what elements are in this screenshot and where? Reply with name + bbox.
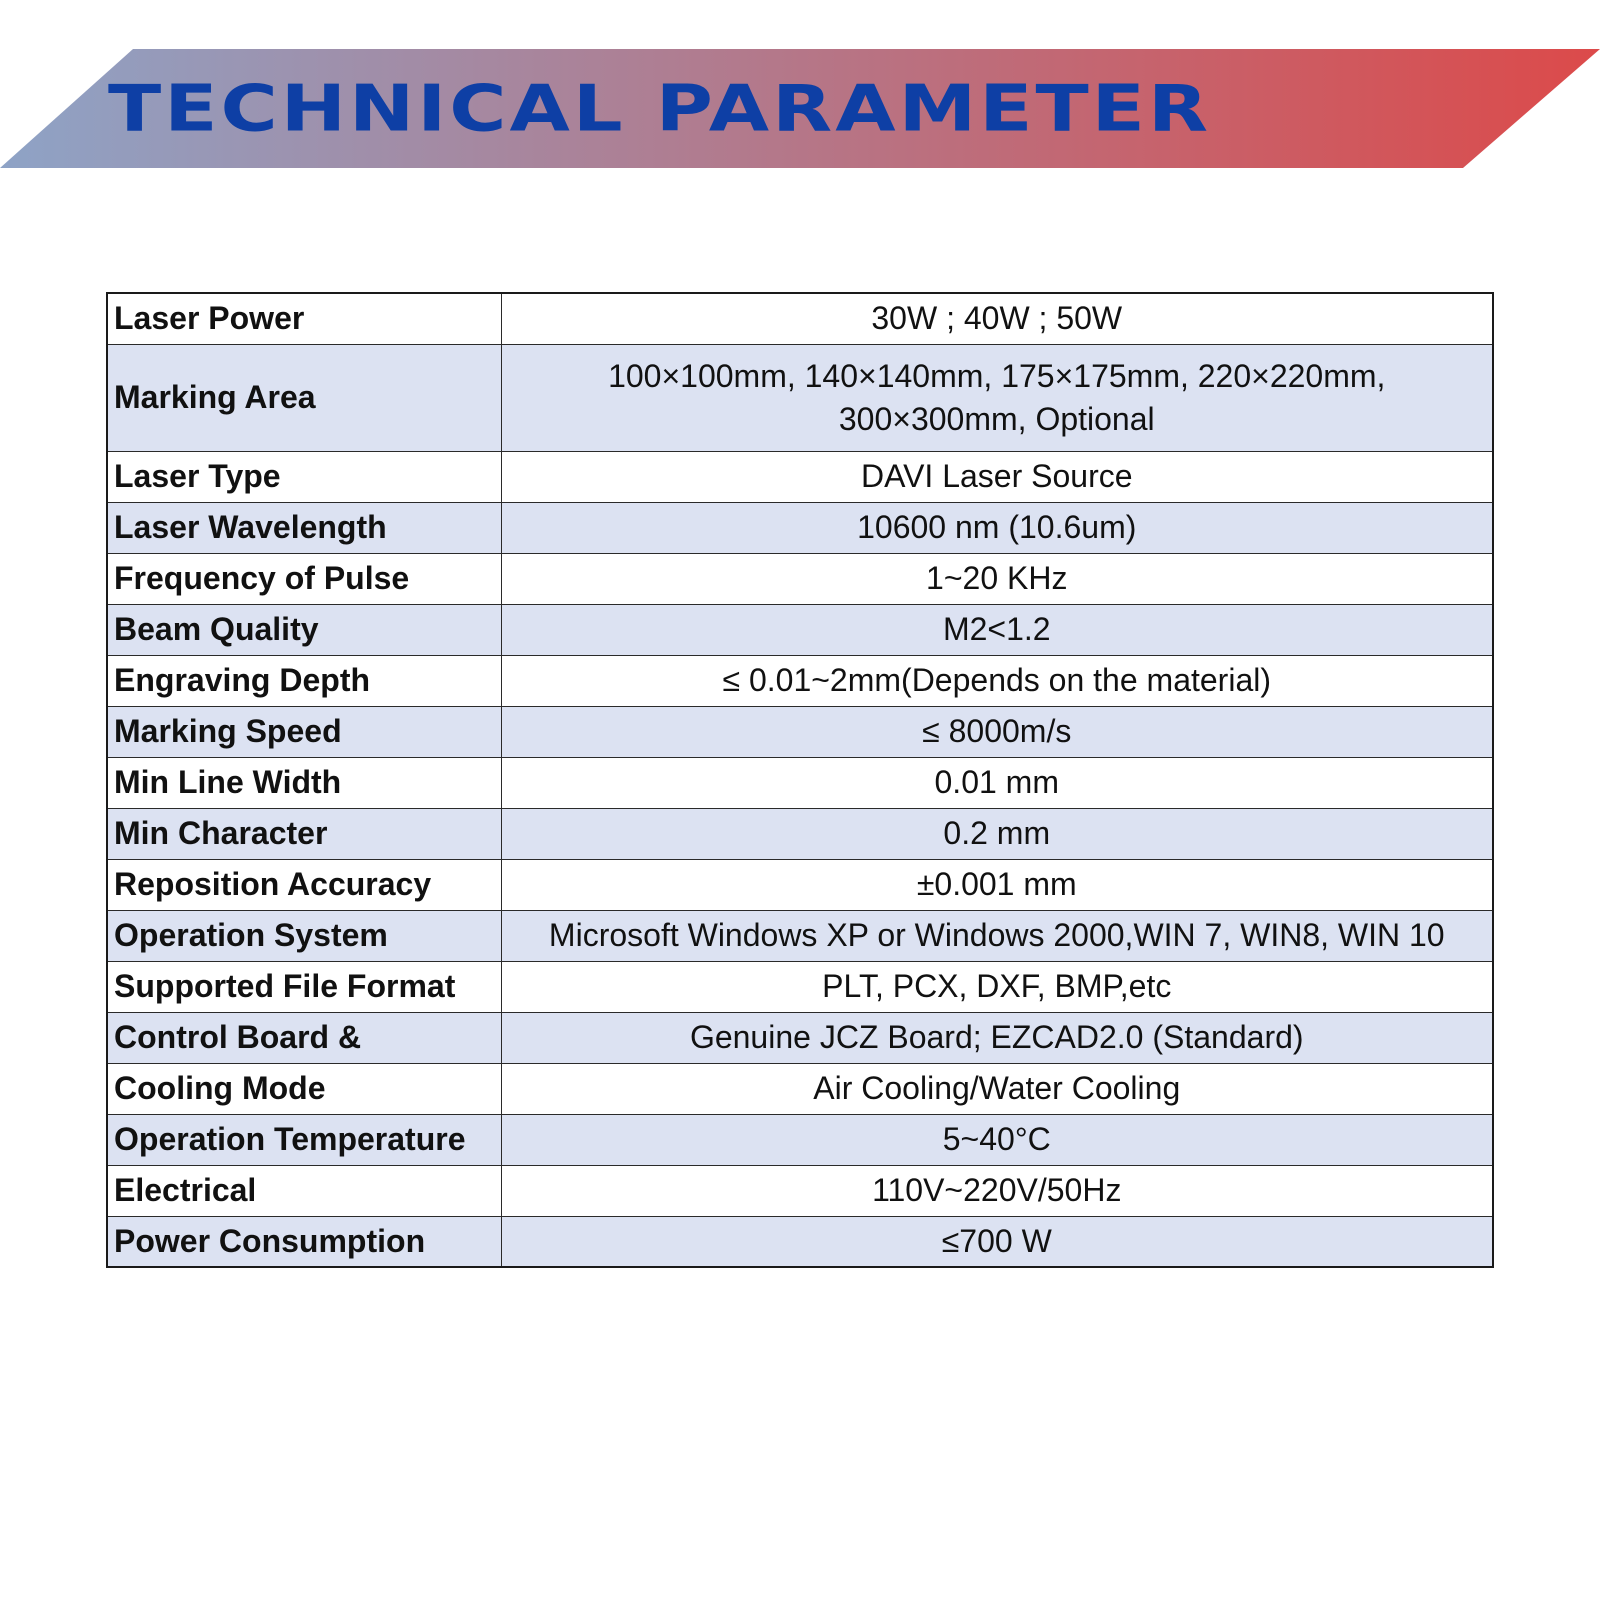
parameter-value [501,859,1493,910]
parameter-value [501,604,1493,655]
parameter-value-line: 1~20 KHz [926,560,1068,596]
parameter-value-line: Genuine JCZ Board; EZCAD2.0 (Standard) [689,1019,1304,1055]
parameter-value [501,1165,1493,1216]
parameter-value-line: 30W ; 40W ; 50W [871,300,1123,337]
parameter-value [501,553,1493,604]
parameter-value [501,1012,1493,1063]
parameter-name: Operation Temperature [107,1114,501,1165]
parameter-value [501,451,1493,502]
parameter-value-line: ≤700 W [941,1222,1052,1259]
table-row [107,859,1493,910]
parameter-value [501,910,1493,961]
parameter-value-line: ±0.001 mm [916,866,1077,902]
spec-table-body [107,293,1493,1267]
parameter-value-line: 10600 nm (10.6um) [857,509,1137,545]
table-row [107,344,1493,451]
parameter-name: Supported File Format [107,961,501,1012]
parameter-value [501,293,1493,344]
parameter-name: Laser Type [107,451,501,502]
table-row [107,910,1493,961]
table-row [107,655,1493,706]
parameter-value [501,706,1493,757]
parameter-name: Engraving Depth [107,655,501,706]
parameter-value-line: 0.01 mm [934,764,1059,800]
parameter-value [501,502,1493,553]
table-row [107,1114,1493,1165]
parameter-name: Control Board & [107,1012,501,1063]
parameter-name: Reposition Accuracy [107,859,501,910]
parameter-value-line: Microsoft Windows XP or Windows 2000,WIN 7, WIN8, WIN 10 [548,917,1445,953]
parameter-value [501,757,1493,808]
parameter-value [501,1063,1493,1114]
table-row [107,502,1493,553]
table-row [107,706,1493,757]
parameter-name: Laser Power [107,293,501,344]
parameter-value [501,1114,1493,1165]
parameter-name: Min Line Width [107,757,501,808]
table-row [107,293,1493,344]
page-title: TECHNICAL PARAMETER [108,72,1212,146]
parameter-name: Cooling Mode [107,1063,501,1114]
parameter-name: Operation System [107,910,501,961]
parameter-value [501,1216,1493,1267]
parameter-value-line: M2<1.2 [942,611,1051,647]
parameter-value-line: Air Cooling/Water Cooling [813,1070,1181,1106]
table-row [107,1216,1493,1267]
parameter-name: Beam Quality [107,604,501,655]
parameter-value [501,344,1493,451]
parameter-name: Marking Speed [107,706,501,757]
parameter-value-line: 100×100mm, 140×140mm, 175×175mm, 220×220mm, [608,357,1386,394]
parameter-name: Electrical [107,1165,501,1216]
parameter-name: Laser Wavelength [107,502,501,553]
table-row [107,1012,1493,1063]
parameter-name: Power Consumption [107,1216,501,1267]
parameter-value [501,808,1493,859]
table-row [107,808,1493,859]
table-row [107,451,1493,502]
table-row [107,961,1493,1012]
parameter-name: Frequency of Pulse [107,553,501,604]
parameter-value-line: 300×300mm, Optional [838,400,1155,437]
parameter-value-line: ≤ 0.01~2mm(Depends on the material) [722,662,1271,698]
parameter-value [501,655,1493,706]
parameter-value-line: PLT, PCX, DXF, BMP,etc [822,968,1172,1004]
table-row [107,553,1493,604]
table-row [107,1063,1493,1114]
parameter-value-line: 110V~220V/50Hz [872,1172,1122,1208]
spec-table [106,292,1494,1268]
parameter-value [501,961,1493,1012]
table-row [107,1165,1493,1216]
parameter-name: Min Character [107,808,501,859]
parameter-value-line: ≤ 8000m/s [922,713,1072,749]
table-row [107,604,1493,655]
parameter-value-line: 0.2 mm [943,815,1051,851]
parameter-value-line: 5~40°C [942,1121,1051,1157]
table-row [107,757,1493,808]
parameter-value-line: DAVI Laser Source [860,458,1133,494]
parameter-name: Marking Area [107,344,501,451]
title-banner [0,49,1600,168]
